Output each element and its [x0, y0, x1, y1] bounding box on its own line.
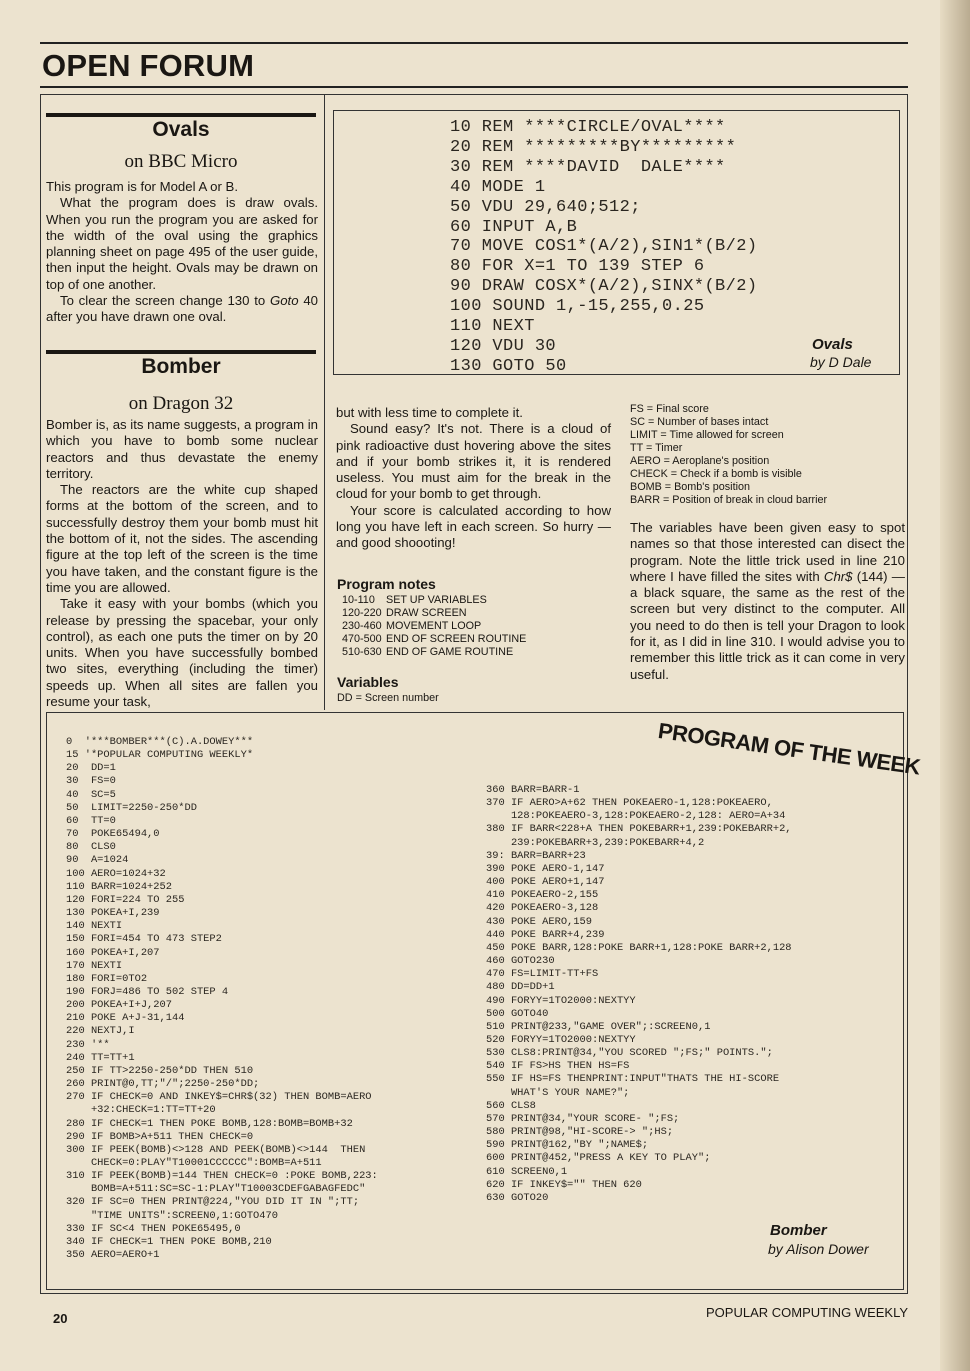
ovals-listing: 10 REM ****CIRCLE/OVAL**** 20 REM *********BY********* 30 REM ****DAVID DALE**** 40 MODE 1 50 VDU 29,640;512; 60 INPUT A,B 70 MOVE COS1*(A/2),SIN1*(B/2) 80 FOR X=1 TO 139 STEP 6 90 DRAW COSX*(A/2),SINX*(B/2) 100 SOUND 1,-15,255,0.25 110 NEXT 120 VDU 30 130 GOTO 50 — [450, 118, 758, 376]
column-divider — [324, 94, 325, 710]
note-desc: END OF SCREEN ROUTINE — [386, 633, 527, 645]
page-edge-shadow — [940, 0, 970, 1371]
program-note-row — [342, 646, 526, 659]
bomber-listing-right: 360 BARR=BARR-1 370 IF AERO>A+62 THEN POKEAERO-1,128:POKEAERO, 128:POKEAERO-3,128:POKEAERO-2,128: AERO=A+34 380 IF BARR<228+A THEN POKEBARR+1,239:POKEBARR+2, 239:POKEBARR+3,239:POKEBARR+4,2 39: BARR=BARR+23 390 POKE AERO-1,147 400 POKE AERO+1,147 410 POKEAERO-2,155 420 POKEAERO-3,128 430 POKE AERO,159 440 POKE BARR+4,239 450 POKE BARR,128:POKE BARR+1,128:POKE BARR+2,128 460 GOTO230 470 FS=LIMIT-TT+FS 480 DD=DD+1 490 FORYY=1TO2000:NEXTYY 500 GOTO40 510 PRINT@233,"GAME OVER";:SCREEN0,1 520 FORYY=1TO2000:NEXTYY 530 CLS8:PRINT@34,"YOU SCORED ";FS;" POINTS."; 540 IF FS>HS THEN HS=FS 550 IF HS=FS THENPRINT:INPUT"THATS THE HI-SCORE WHAT'S YOUR NAME?"; 560 CLS8 570 PRINT@34,"YOUR SCORE- ";FS; 580 PRINT@98,"HI-SCORE-> ";HS; 590 PRINT@162,"BY ";NAME$; 600 PRINT@452,"PRESS A KEY TO PLAY"; 610 SCREEN0,1 620 IF INKEY$="" THEN 620 630 GOTO20 — [486, 784, 792, 1204]
bomber-col1 — [46, 417, 318, 710]
bomber-paragraph: Sound easy? It's not. There is a cloud of pink radioactive dust hovering above the sites and if your bomb strikes it, it is rendered useless. You must aim for the break in the cloud for your bomb to get through. — [336, 421, 611, 502]
bomber-rule — [46, 350, 316, 354]
variable-entry: BARR = Position of break in cloud barrier — [630, 494, 828, 506]
bomber-paragraph: Take it easy with your bombs (which you release by pressing the spacebar, your only control), as each one puts the timer on by 20 units. When you have successfully bombed two sites, everything (including the timer) speeds up. When all sites are fallen you resume your task, — [46, 596, 318, 710]
program-note-row — [342, 594, 526, 607]
note-desc: MOVEMENT LOOP — [386, 620, 482, 632]
variable-entry: LIMIT = Time allowed for screen — [630, 429, 784, 441]
program-of-the-week-banner: PROGRAM OF THE WEEK — [656, 718, 922, 780]
bomber-text-fragment: The variables have been given easy to spot names so that those interested can disect the program. Note the little trick used in line 210 where I have filled the sites with — [630, 520, 905, 584]
variable-entry: FS = Final score — [630, 403, 709, 415]
variable-entry: SC = Number of bases intact — [630, 416, 769, 428]
note-lines: 10-110 — [342, 594, 375, 606]
bomber-col3 — [630, 520, 905, 683]
title-rule — [40, 86, 908, 88]
program-note-row — [342, 633, 526, 646]
bomber-text-fragment: (144) — a black square, the same as the rest of the screen but very distinct to the computer. All you need to do then is tell your Dragon to look for it, as I did in line 310. I would advise you to remember this little trick as it can come in very useful. — [630, 568, 905, 682]
bomber-paragraph: Your score is calculated according to how long you have left in each screen. So hurry — and good shoooting! — [336, 502, 611, 551]
top-rule — [40, 42, 908, 44]
variables-list-col2 — [337, 692, 439, 705]
program-note-row — [342, 620, 526, 633]
ovals-paragraph — [46, 293, 318, 326]
ovals-paragraph: This program is for Model A or B. — [46, 179, 239, 194]
ovals-title: Ovals — [152, 118, 210, 141]
note-lines: 230-460 — [342, 620, 382, 632]
page-number: 20 — [53, 1311, 68, 1326]
bomber-col2 — [336, 405, 611, 552]
bomber-listing-left: 0 '***BOMBER***(C).A.DOWEY*** 15 '*POPULAR COMPUTING WEEKLY* 20 DD=1 30 FS=0 40 SC=5 50 LIMIT=2250-250*DD 60 TT=0 70 POKE65494,0 80 CLS0 90 A=1024 100 AERO=1024+32 110 BARR=1024+252 120 FORI=224 TO 255 130 POKEA+I,239 140 NEXTI 150 FORI=454 TO 473 STEP2 160 POKEA+I,207 170 NEXTI 180 FORI=0TO2 190 FORJ=486 TO 502 STEP 4 200 POKEA+I+J,207 210 POKE A+J-31,144 220 NEXTJ,I 230 '** 240 TT=TT+1 250 IF TT>2250-250*DD THEN 510 260 PRINT@0,TT;"/";2250-250*DD; 270 IF CHECK=0 AND INKEY$=CHR$(32) THEN BOMB=AERO +32:CHECK=1:TT=TT+20 280 IF CHECK=1 THEN POKE BOMB,128:BOMB=BOMB+32 290 IF BOMB>A+511 THEN CHECK=0 300 IF PEEK(BOMB)<>128 AND PEEK(BOMB)<>144 THEN CHECK=0:PLAY"T10001CCCCCC":BOMB=A+511 310 IF PEEK(BOMB)=144 THEN CHECK=0 :POKE BOMB,223: BOMB=A+511:SC=SC-1:PLAY"T10003CDEFGABAGFEDC" 320 IF SC=0 THEN PRINT@224,"YOU DID IT IN ";TT; "TIME UNITS":SCREEN0,1:GOTO470 330 IF SC<4 THEN POKE65495,0 340 IF CHECK=1 THEN POKE BOMB,210 350 AERO=AERO+1 — [66, 736, 378, 1262]
section-title: OPEN FORUM — [42, 48, 255, 83]
variable-entry: CHECK = Check if a bomb is visible — [630, 468, 802, 480]
bomber-paragraph: but with less time to complete it. — [336, 405, 523, 420]
ovals-credit-title: Ovals — [812, 336, 853, 353]
program-notes-table — [342, 594, 526, 659]
bomber-title: Bomber — [141, 355, 221, 378]
variable-entry: AERO = Aeroplane's position — [630, 455, 770, 467]
ovals-text-fragment: 40 after you have drawn one oval. — [46, 293, 318, 325]
note-desc: SET UP VARIABLES — [386, 594, 487, 606]
ovals-rule — [46, 113, 316, 117]
bomber-paragraph: The reactors are the white cup shaped forms at the bottom of the screen, and to successfully destroy them your bomb must hit the bottom of it, not the sides. The ascending figure at the top left of the screen is the time you have taken, and the constant figure is the time you are allowed. — [46, 482, 318, 595]
ovals-paragraph: What the program does is draw ovals. When you run the program you are asked for the width of the oval using the graphics planning sheet on page 495 of the user guide, then input the height. Ovals may be drawn on top of one another. — [46, 195, 318, 292]
bomber-platform: on Dragon 32 — [128, 393, 234, 414]
ovals-credit-author: by D Dale — [810, 354, 872, 370]
ovals-body — [46, 179, 318, 326]
bomber-credit-author: by Alison Dower — [768, 1241, 869, 1257]
program-note-row — [342, 607, 526, 620]
note-lines: 470-500 — [342, 633, 382, 645]
note-desc: DRAW SCREEN — [386, 607, 467, 619]
note-desc: END OF GAME ROUTINE — [386, 646, 514, 658]
bomber-text-emphasis: Chr$ — [823, 568, 853, 584]
note-lines: 510-630 — [342, 646, 382, 658]
ovals-text-emphasis: Goto — [269, 293, 299, 309]
variable-entry: DD = Screen number — [337, 692, 439, 704]
program-notes-heading: Program notes — [337, 576, 436, 592]
publication-name: POPULAR COMPUTING WEEKLY — [706, 1305, 909, 1320]
variables-list-col3 — [630, 403, 827, 507]
variable-entry: TT = Timer — [630, 442, 683, 454]
bomber-paragraph — [630, 520, 905, 683]
ovals-text-fragment: To clear the screen change 130 to — [60, 293, 270, 309]
variables-heading: Variables — [337, 674, 399, 690]
variable-entry: BOMB = Bomb's position — [630, 481, 750, 493]
bomber-credit-title: Bomber — [770, 1222, 827, 1239]
ovals-platform: on BBC Micro — [124, 151, 238, 172]
note-lines: 120-220 — [342, 607, 382, 619]
bomber-paragraph: Bomber is, as its name suggests, a program in which you have to bomb some nuclear reactors and thus devastate the enemy territory. — [46, 417, 318, 481]
